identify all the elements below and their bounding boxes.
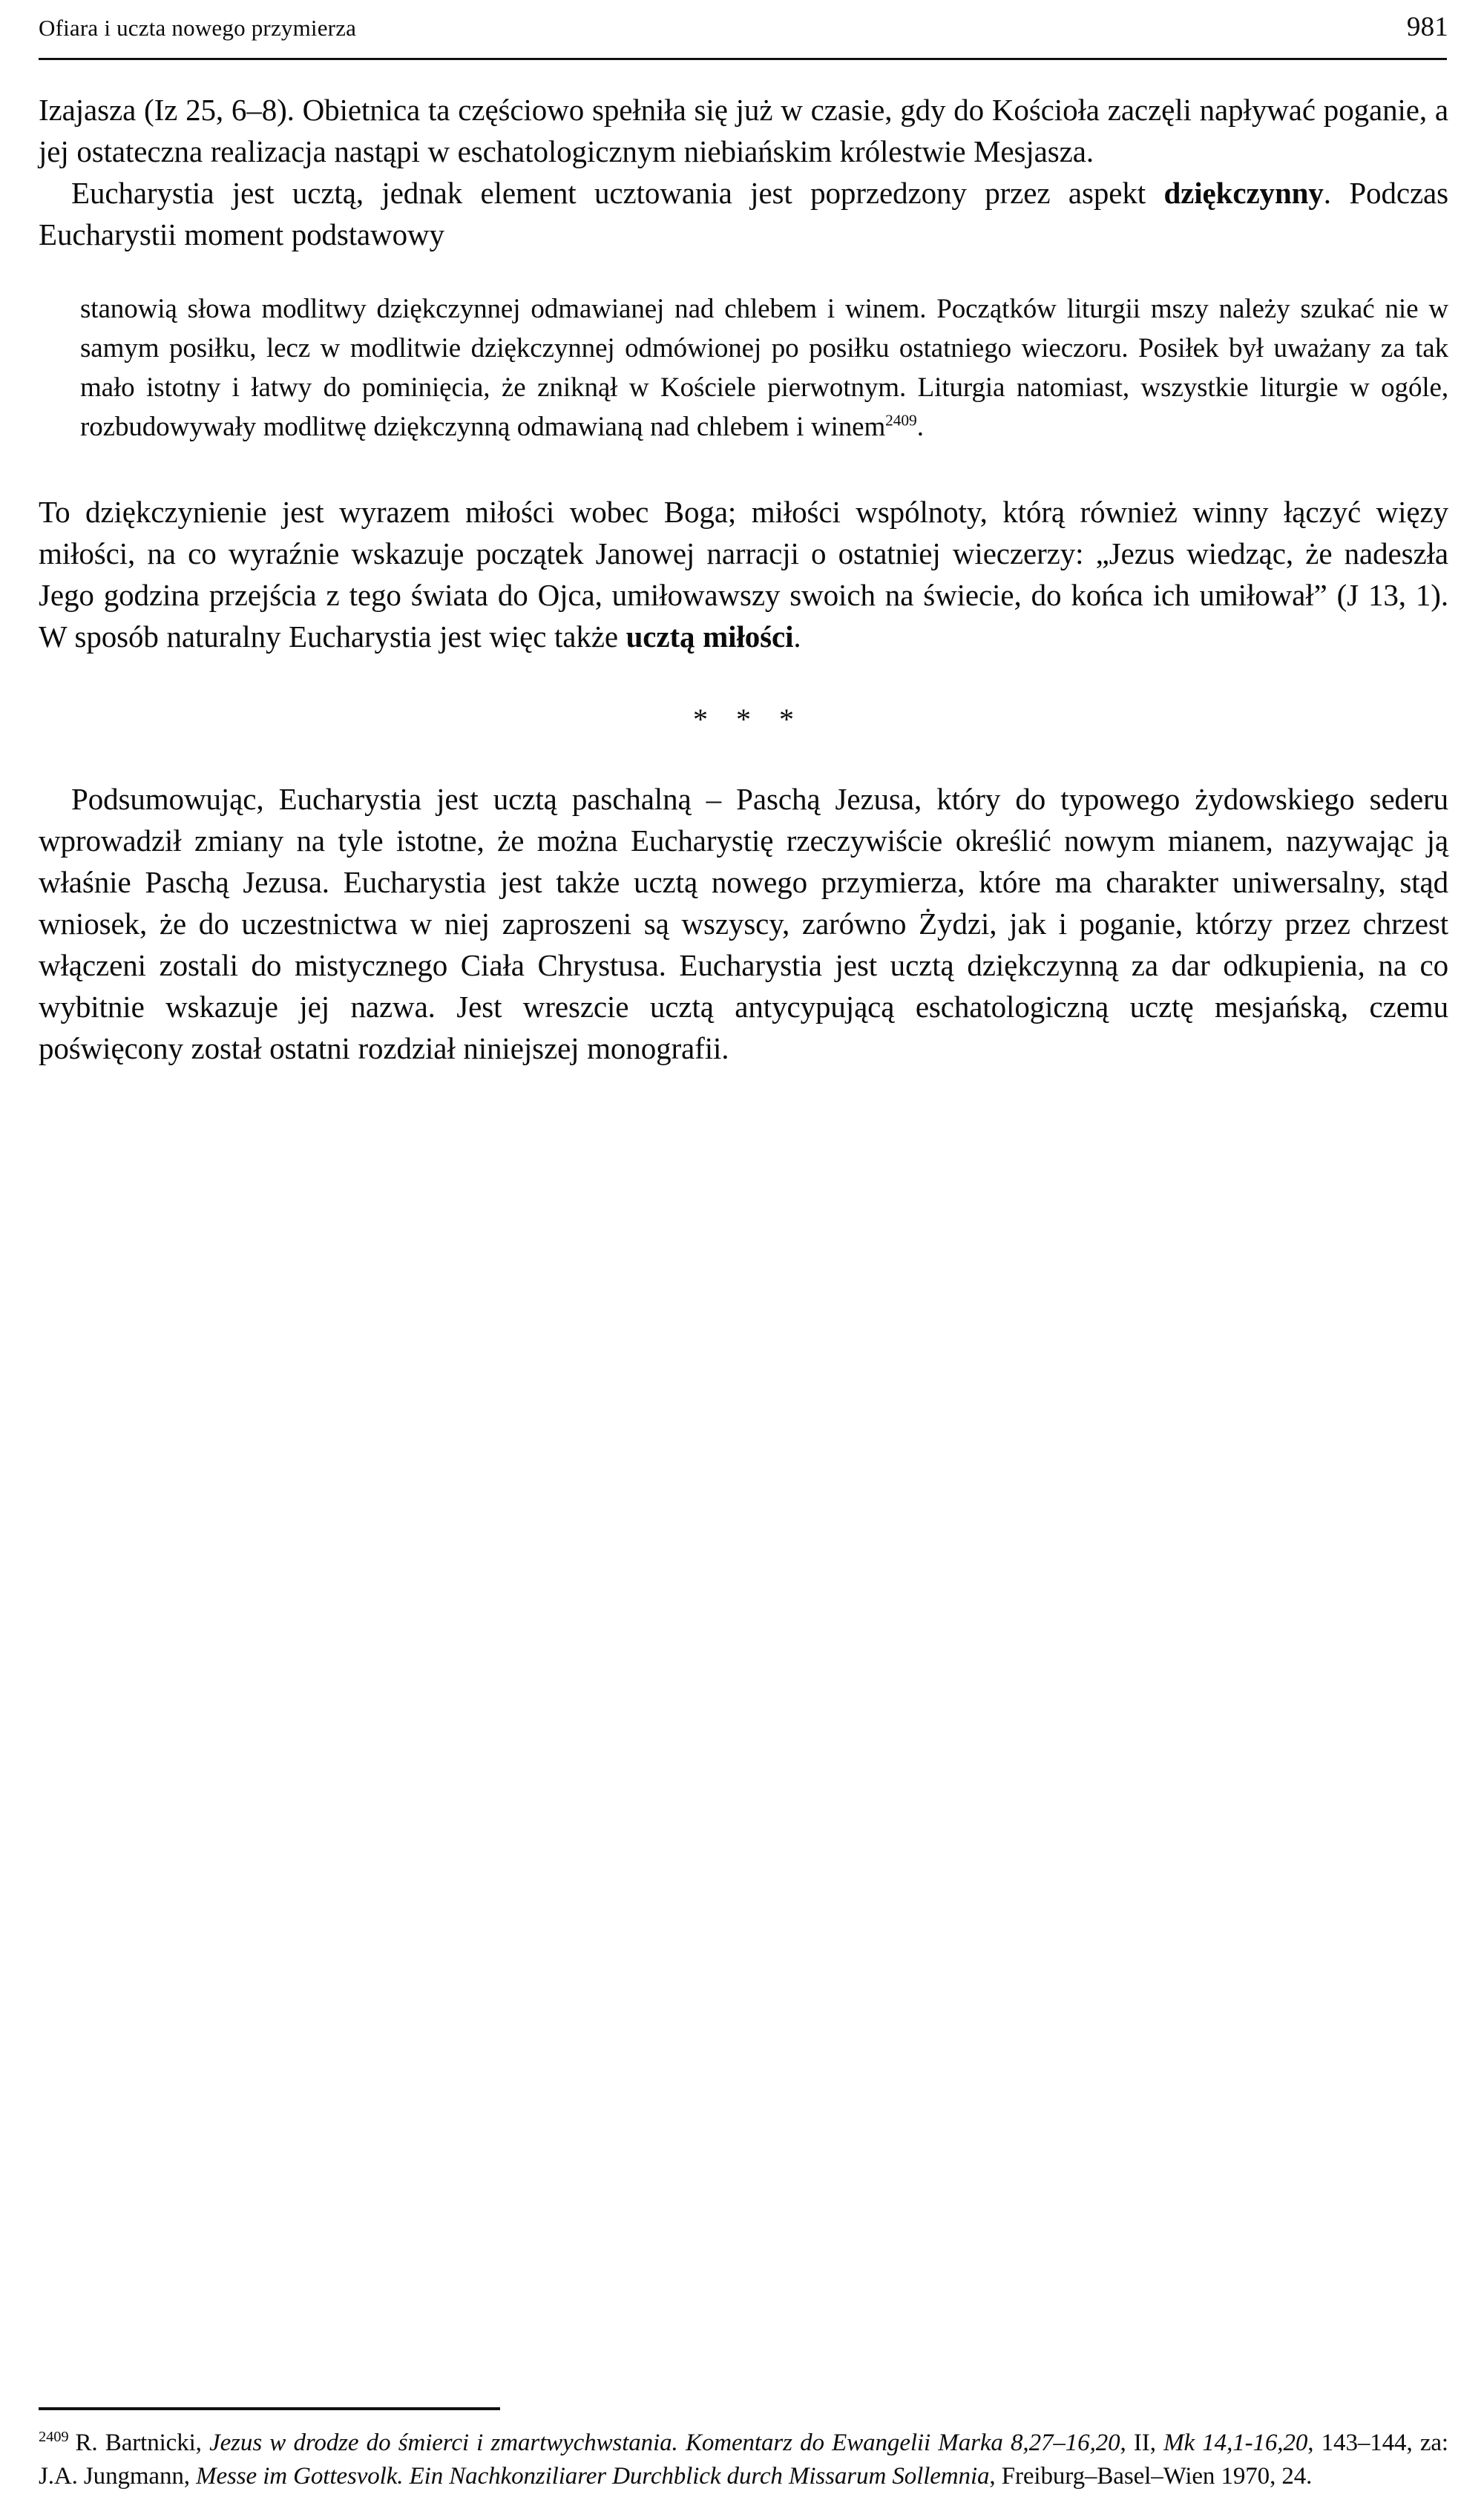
quotation-text [80, 289, 1448, 447]
footnote-part-3: , 143–144, za: J.A. Jungmann, [39, 2429, 1448, 2490]
footnote-area [39, 2407, 1448, 2493]
running-head-title: Ofiara i uczta nowego przymierza [39, 15, 357, 41]
footnote-entry [39, 2427, 1448, 2493]
paragraph-2 [39, 172, 1448, 255]
footnote-rule [39, 2407, 500, 2410]
footnote-part-4: , Freiburg–Basel–Wien 1970, 24. [989, 2463, 1313, 2490]
page-number: 981 [1406, 12, 1448, 42]
section-separator: * * * [693, 703, 804, 736]
paragraph-1: Izajasza (Iz 25, 6–8). Obietnica ta częściowo spełniła się już w czasie, gdy do Kościoła zaczęli napływać poganie, a jej ostateczna realizacja nastąpi w eschatologicznym niebiańskim królestwie Mesjasza. [39, 93, 1448, 168]
paragraph-3 [39, 491, 1448, 657]
paragraph-3-text-before: To dziękczynienie jest wyrazem miłości wobec Boga; miłości wspólnoty, którą również winny łączyć więzy miłości, na co wyraźnie wskazuje początek Janowej narracji o ostatniej wieczerzy: „Jezus wiedząc, że nadeszła Jego godzina przejścia z tego świata do Ojca, umiłowawszy swoich na świecie, do końca ich umiłował” (J 13, 1). W sposób naturalny Eucharystia jest więc także [39, 495, 1448, 654]
running-head [39, 13, 1448, 41]
footnote-part-1: R. Bartnicki, [75, 2429, 210, 2456]
quotation-body: stanowią słowa modlitwy dziękczynnej odmawianej nad chlebem i winem. Początków liturgii mszy należy szukać nie w samym posiłku, lecz w modlitwie dziękczynnej odmówionej po posiłku ostatniego wieczoru. Posiłek był uważany za tak mało istotny i łatwy do pominięcia, że zniknął w Kościele pierwotnym. Liturgia natomiast, wszystkie liturgie w ogóle, rozbudowywały modlitwę dziękczynną odmawianą nad chlebem i winem [80, 294, 1448, 442]
quotation-trailing-period: . [916, 412, 924, 442]
spacer-after-quote [39, 451, 1448, 491]
footnote-reference-marker[interactable]: 2409 [885, 411, 917, 430]
footnote-number: 2409 [39, 2429, 69, 2445]
paragraph-3-text-after: . [793, 619, 801, 654]
body-column [39, 89, 1448, 1069]
footnote-title-3: Messe im Gottesvolk. Ein Nachkonziliarer Durchblick durch Missarum Sollemnia [196, 2463, 990, 2490]
footnote-part-2: , II, [1120, 2429, 1164, 2456]
quotation-block [80, 289, 1448, 447]
paragraph-4: Podsumowując, Eucharystia jest ucztą paschalną – Paschą Jezusa, który do typowego żydowskiego sederu wprowadził zmiany na tyle istotne, że można Eucharystię rzeczywiście określić nowym mianem, nazywając ją właśnie Paschą Jezusa. Eucharystia jest także ucztą nowego przymierza, które ma charakter uniwersalny, stąd wniosek, że do uczestnictwa w niej zaproszeni są wszyscy, zarówno Żydzi, jak i poganie, którzy przez chrzest włączeni zostali do mistycznego Ciała Chrystusa. Eucharystia jest ucztą dziękczynną za dar odkupienia, na co wybitnie wskazuje jej nazwa. Jest wreszcie ucztą antycypującą eschatologiczną ucztę mesjańską, czemu poświęcony został ostatni rozdział niniejszej monografii. [39, 782, 1448, 1065]
paragraph-2-bold-term: dziękczynny [1163, 176, 1324, 210]
footnote-title-1: Jezus w drodze do śmierci i zmartwychwstania. Komentarz do Ewangelii Marka 8,27–16,20 [209, 2429, 1120, 2456]
header-rule [39, 58, 1447, 60]
paragraph-3-bold-term: ucztą miłości [626, 619, 794, 654]
footnote-title-2: Mk 14,1-16,20 [1163, 2429, 1308, 2456]
paragraph-2-text-after: . Podczas Eucharystii moment podstawowy [39, 176, 1449, 251]
paragraph-2-text-before: Eucharystia jest ucztą, jednak element ucztowania jest poprzedzony przez aspekt [71, 176, 1164, 210]
